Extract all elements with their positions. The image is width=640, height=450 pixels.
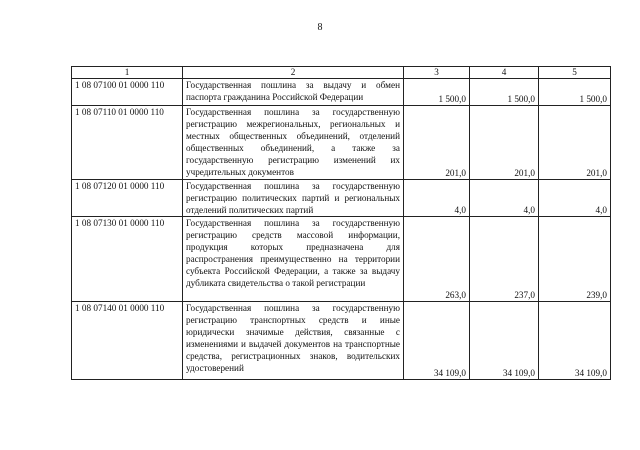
value-col4: 34 109,0: [470, 302, 539, 380]
revenue-description: Государственная пошлина за государственную регистрацию политических партий и региональных отделений политических партий: [183, 180, 404, 217]
revenue-code: 1 08 07120 01 0000 110: [72, 180, 183, 217]
table-row: [72, 302, 611, 380]
revenue-description: Государственная пошлина за выдачу и обмен паспорта гражданина Российской Федерации: [183, 79, 404, 106]
value-col4: 237,0: [470, 217, 539, 302]
column-header-5: 5: [539, 67, 611, 79]
revenue-description: Государственная пошлина за государственную регистрацию средств массовой информации, продукция которых предназначена для распространения преимущественно на территории субъекта Российской Федерации, а также за выдачу дубликата свидетельства о такой регистрации: [183, 217, 404, 302]
budget-table: [71, 66, 611, 380]
revenue-code: 1 08 07110 01 0000 110: [72, 106, 183, 180]
column-header-1: 1: [72, 67, 183, 79]
value-col3: 34 109,0: [404, 302, 470, 380]
value-col5: 4,0: [539, 180, 611, 217]
value-col3: 263,0: [404, 217, 470, 302]
table-row: [72, 217, 611, 302]
value-col3: 1 500,0: [404, 79, 470, 106]
value-col5: 239,0: [539, 217, 611, 302]
revenue-code: 1 08 07140 01 0000 110: [72, 302, 183, 380]
value-col5: 34 109,0: [539, 302, 611, 380]
column-header-2: 2: [183, 67, 404, 79]
table-row: [72, 79, 611, 106]
revenue-description: Государственная пошлина за государственную регистрацию межрегиональных, региональных и местных общественных объединений, отделений общественных объединений, а также за государственную регистрацию изменений их учредительных документов: [183, 106, 404, 180]
table-row: [72, 106, 611, 180]
table-row: [72, 180, 611, 217]
value-col5: 1 500,0: [539, 79, 611, 106]
value-col3: 4,0: [404, 180, 470, 217]
revenue-code: 1 08 07130 01 0000 110: [72, 217, 183, 302]
table-header-row: [72, 67, 611, 79]
value-col4: 201,0: [470, 106, 539, 180]
column-header-4: 4: [470, 67, 539, 79]
value-col4: 4,0: [470, 180, 539, 217]
value-col4: 1 500,0: [470, 79, 539, 106]
revenue-description: Государственная пошлина за государственную регистрацию транспортных средств и иные юридически значимые действия, связанные с изменениями и выдачей документов на транспортные средства, регистрационных знаков, водительских удостоверений: [183, 302, 404, 380]
value-col5: 201,0: [539, 106, 611, 180]
page-number: 8: [317, 22, 323, 33]
column-header-3: 3: [404, 67, 470, 79]
value-col3: 201,0: [404, 106, 470, 180]
revenue-code: 1 08 07100 01 0000 110: [72, 79, 183, 106]
